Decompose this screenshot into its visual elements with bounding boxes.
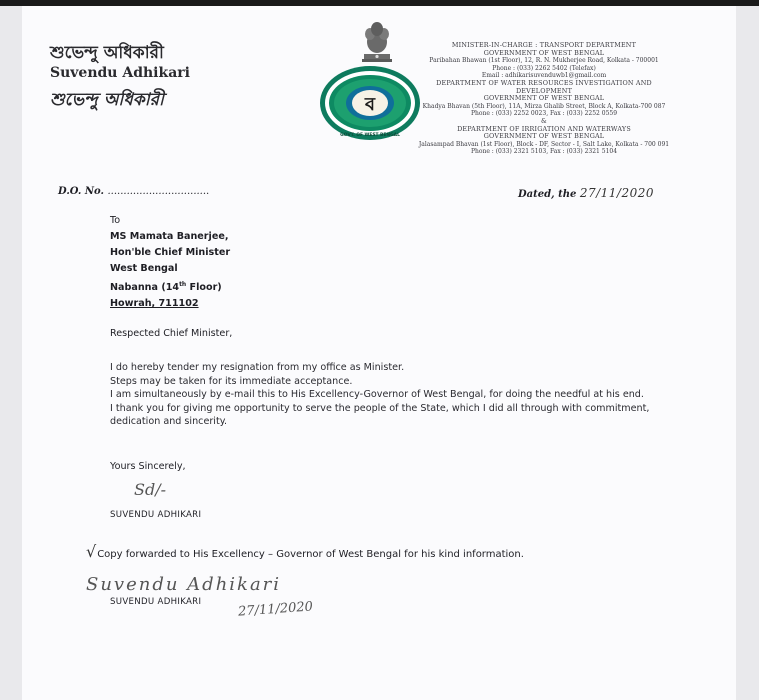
closing: Yours Sincerely,: [110, 461, 186, 472]
addressee-state: West Bengal: [110, 263, 178, 274]
copy-signatory-name: SUVENDU ADHIKARI: [110, 597, 202, 607]
logo-center-char: ব: [364, 94, 376, 115]
address-line: Jalasampad Bhavan (1st Floor), Block - DF, Sector - I, Salt Lake, Kolkata - 700 091: [418, 140, 670, 148]
body-paragraph: Steps may be taken for its immediate acceptance.: [110, 375, 353, 387]
addressee-name: MS Mamata Banerjee,: [110, 231, 229, 242]
bengali-name-bottom: শুভেন্দু অধিকারী: [50, 90, 164, 110]
letter-page: [22, 6, 736, 700]
signatory-name: SUVENDU ADHIKARI: [110, 510, 202, 520]
do-number-dots: ................................: [107, 186, 210, 197]
address-line: DEPARTMENT OF IRRIGATION AND WATERWAYS: [457, 124, 631, 133]
address-line: MINISTER-IN-CHARGE : TRANSPORT DEPARTMENT: [451, 41, 637, 49]
addressee-title: Hon'ble Chief Minister: [110, 247, 231, 258]
do-number: [58, 186, 209, 197]
letterhead-address-block: [394, 42, 694, 156]
to-label: To: [110, 215, 121, 226]
copy-forwarded: [86, 542, 524, 561]
addressee-building: Nabanna (14th Floor): [110, 281, 222, 294]
address-line: Email : adhikarisuvenduwb1@gmail.com: [481, 72, 607, 80]
addressee-city: Howrah, 711102: [110, 298, 199, 310]
dated-value: 27/11/2020: [579, 186, 654, 200]
address-line: Phone : (033) 2321 5103, Fax : (033) 2321 5104: [470, 148, 618, 156]
copy-date-scrawl: 27/11/2020: [237, 599, 314, 620]
address-line: GOVERNMENT OF WEST BENGAL: [483, 48, 605, 57]
address-line: Khadya Bhavan (5th Floor), 11A, Mirza Ghalib Street, Block A, Kolkata-700 087: [422, 102, 666, 110]
body-paragraph: I do hereby tender my resignation from my office as Minister.: [110, 362, 405, 373]
copy-signature-scrawl: Suvendu Adhikari: [86, 574, 282, 595]
address-line: GOVERNMENT OF WEST BENGAL: [483, 94, 605, 103]
address-line: Phone : (033) 2262 5402 (Telefax): [492, 64, 596, 72]
dated-label: Dated, the: [518, 189, 577, 200]
signature-scrawl: Sd/-: [134, 480, 166, 499]
salutation: Respected Chief Minister,: [110, 328, 233, 339]
do-number-label: D.O. No.: [58, 186, 105, 197]
copy-forwarded-text: Copy forwarded to His Excellency – Governor of West Bengal for his kind information.: [97, 549, 524, 560]
english-name: Suvendu Adhikari: [50, 65, 190, 81]
address-line: Paribahan Bhawan (1st Floor), 12, R. N. Mukherjee Road, Kolkata - 700001: [429, 57, 659, 65]
address-line: Phone : (033) 2252 0023, Fax : (033) 2252 0559: [470, 110, 618, 118]
letter-body: [110, 361, 670, 429]
addressee-block: [110, 213, 230, 312]
tick-mark-icon: √: [86, 542, 97, 561]
address-line: GOVERNMENT OF WEST BENGAL: [483, 132, 605, 141]
bengali-name-top: শুভেন্দু অধিকারী: [50, 43, 164, 63]
address-line: DEPARTMENT OF WATER RESOURCES INVESTIGATION AND: [436, 78, 652, 87]
letter-date: [518, 186, 654, 200]
national-emblem-icon: [358, 20, 396, 64]
logo-ring-text: GOVT. OF WEST BENGAL: [340, 133, 400, 138]
body-paragraph: I thank you for giving me opportunity to serve the people of the State, which I did all through with commitment, dedication and sincerity.: [110, 402, 650, 427]
body-paragraph: I am simultaneously by e-mail this to His Excellency-Governor of West Bengal, for doing the needful at his end.: [110, 389, 644, 400]
address-line: &: [541, 116, 547, 125]
address-line: DEVELOPMENT: [515, 86, 573, 95]
